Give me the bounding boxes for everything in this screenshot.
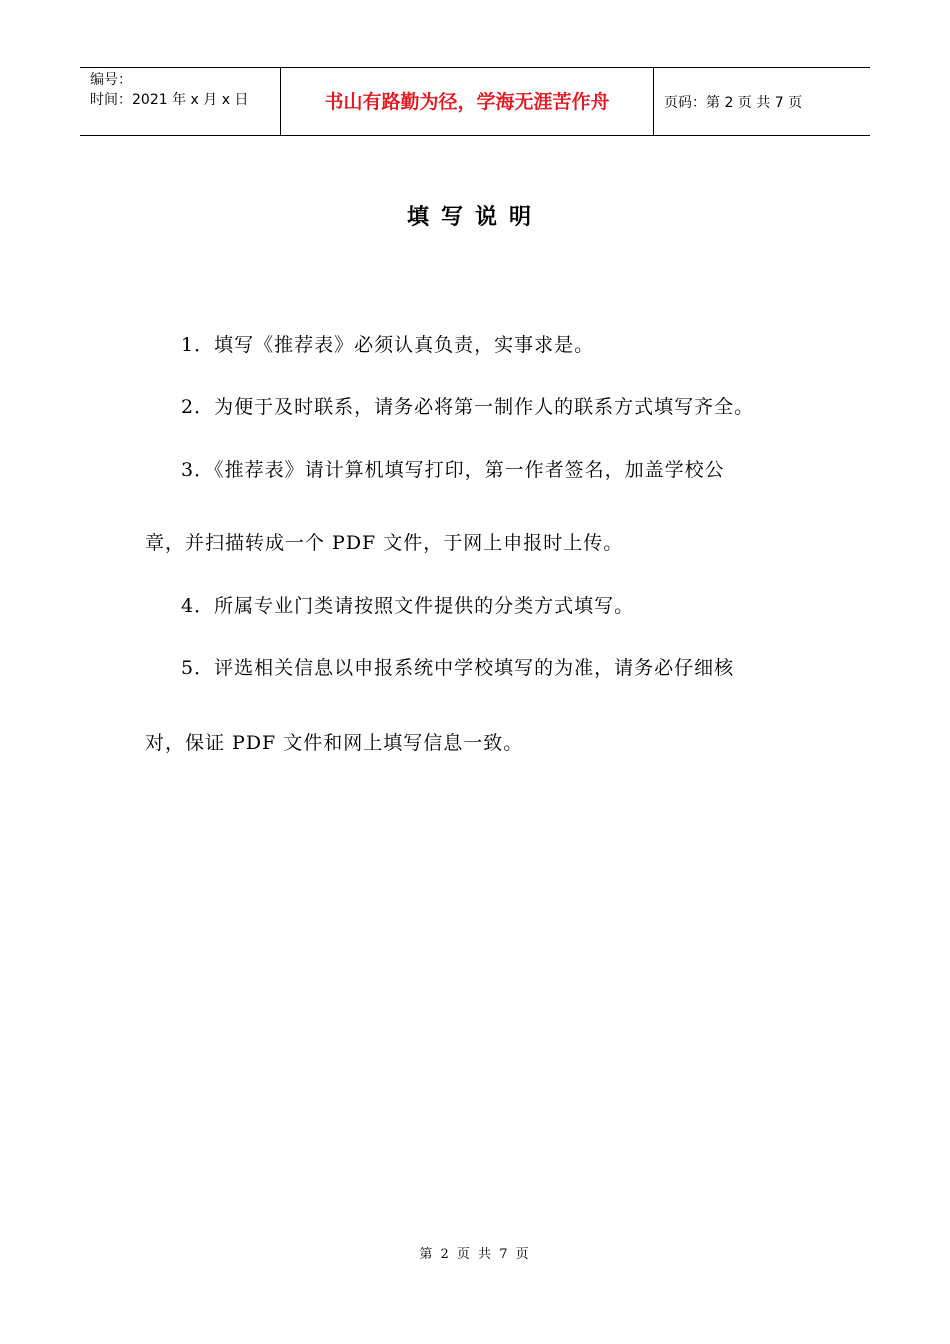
instruction-2: 2．为便于及时联系，请务必将第一制作人的联系方式填写齐全。 <box>181 396 755 418</box>
instruction-1: 1．填写《推荐表》必须认真负责，实事求是。 <box>181 334 595 356</box>
instruction-3-line-2: 章，并扫描转成一个 PDF 文件，于网上申报时上传。 <box>145 532 624 554</box>
instruction-5-line-1: 5．评选相关信息以申报系统中学校填写的为准，请务必仔细核 <box>181 657 735 679</box>
document-header <box>80 67 870 136</box>
document-time-label: 时间：2021 年 x 月 x 日 <box>90 92 249 108</box>
header-meta-cell <box>80 68 281 135</box>
instruction-5-line-2: 对，保证 PDF 文件和网上填写信息一致。 <box>145 732 524 754</box>
header-page-cell <box>654 68 870 135</box>
header-motto-cell <box>281 68 654 135</box>
page-info-label: 页码：第 2 页 共 7 页 <box>664 95 803 111</box>
page-title: 填写说明 <box>406 205 543 230</box>
instruction-3-line-1: 3．《推荐表》请计算机填写打印，第一作者签名，加盖学校公 <box>181 459 725 481</box>
motto-text: 书山有路勤为径，学海无涯苦作舟 <box>324 91 610 113</box>
document-number-label: 编号： <box>90 72 132 88</box>
instruction-4: 4．所属专业门类请按照文件提供的分类方式填写。 <box>181 595 635 617</box>
page-footer: 第 2 页 共 7 页 <box>419 1247 531 1262</box>
